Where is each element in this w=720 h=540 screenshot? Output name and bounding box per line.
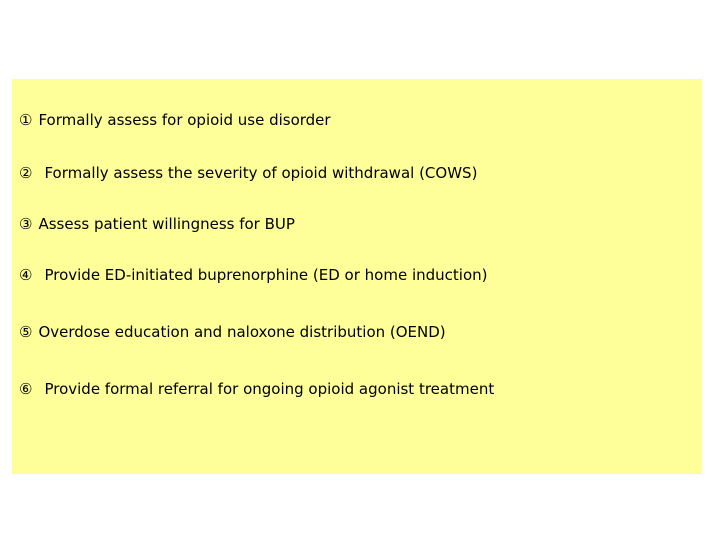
step-text: Assess patient willingness for BUP bbox=[38, 215, 295, 233]
step-number: ① bbox=[19, 111, 33, 129]
step-text: Formally assess the severity of opioid withdrawal (COWS) bbox=[44, 164, 478, 182]
step-number: ⑥ bbox=[19, 380, 33, 398]
step-text: Provide ED-initiated buprenorphine (ED or home induction) bbox=[44, 266, 488, 284]
steps-panel bbox=[12, 79, 702, 474]
step-number: ④ bbox=[19, 266, 33, 284]
step-item-1 bbox=[19, 110, 331, 130]
step-number: ⑤ bbox=[19, 323, 33, 341]
step-item-6 bbox=[19, 379, 494, 399]
step-item-5 bbox=[19, 322, 446, 342]
step-item-3 bbox=[19, 214, 295, 234]
step-number: ② bbox=[19, 164, 33, 182]
step-text: Formally assess for opioid use disorder bbox=[38, 111, 331, 129]
step-text: Overdose education and naloxone distribution (OEND) bbox=[38, 323, 446, 341]
step-number: ③ bbox=[19, 215, 33, 233]
step-item-2 bbox=[19, 163, 477, 183]
step-item-4 bbox=[19, 265, 488, 285]
step-text: Provide formal referral for ongoing opioid agonist treatment bbox=[44, 380, 495, 398]
